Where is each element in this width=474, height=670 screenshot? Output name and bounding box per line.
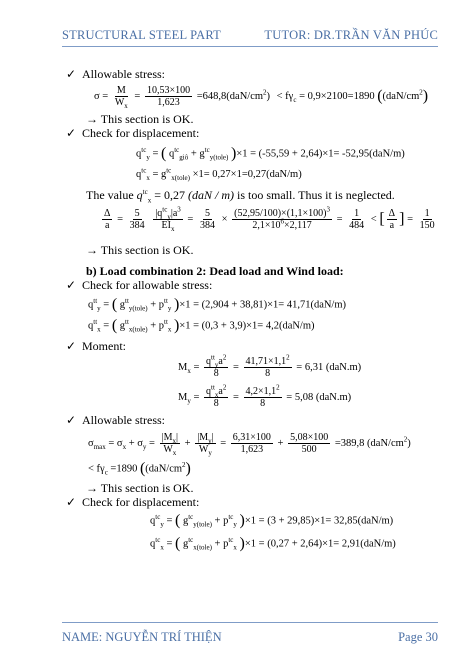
deflection-equation: $\frac{\Delta}{a}$ = $\frac{5}{384}$ $|q^{tc}_y|a^3$ $EI_x$ = $\frac{5}{384}$ × $\frac{(52,95/100)\times(1,1\times 100)^3}{2,1\times 10^6\times 2,117}$ = $\frac{1}{484}$ < [ $\frac{\Delta}{a}$ ] = $\frac{1}{150}$ xyxy=(104,205,435,233)
header-course: STRUCTURAL STEEL PART xyxy=(62,28,222,42)
ok-line-3: → This section is OK. xyxy=(86,481,194,495)
moment-heading: Moment: xyxy=(82,339,126,353)
mx-equation: $M_x$ = $q^{tt}_ya^2$ 8 = $\frac{41,71\times 1,1^2}{8}$ = 6,31 (daN.m) xyxy=(178,353,362,379)
stress-equation-1: σ = $\frac{M}{W_x}$ = $\frac{10,53\times 100}{1,623}$ $=648,8(daN/cm^2) < f\gamma_c = 0,9\times 2100=1890$ ($(daN/cm^2)$ xyxy=(94,85,429,110)
ok-line-2: → This section is OK. xyxy=(86,243,194,257)
check-allowable-heading-2: Check for allowable stress: xyxy=(82,278,213,292)
allowable-stress-heading-1: Allowable stress: xyxy=(82,67,165,81)
check-mark-icon: ✓ xyxy=(66,495,77,509)
allowable-stress-heading-3: Allowable stress: xyxy=(82,413,165,427)
allowable-compare-line: < $f\gamma_c =1890$ ($(daN/cm^2)$ xyxy=(88,460,191,477)
qy-equation-1: $q^{tc}_y$ = ( $q^{tc}_{giô} + g^{tc}_{y(tole)}$ )×1 = (-55,59 + 2,64)×1= -52,95(daN/m) xyxy=(136,145,405,162)
check-mark-icon: ✓ xyxy=(66,67,77,81)
qx-equation-2: $q^{tt}_x$ = ( $g^{tt}_{x(tole)} + p^{tt}_x$ )×1 = (0,3 + 3,9)×1= 4,2(daN/m) xyxy=(88,317,315,334)
check-mark-icon: ✓ xyxy=(66,278,77,292)
check-mark-icon: ✓ xyxy=(66,339,77,353)
footer-name: NAME: NGUYỄN TRÍ THIỆN xyxy=(62,630,222,644)
qx-equation-3: $q^{tc}_x$ = ( $g^{tc}_{x(tole)} + p^{tc}_x$ )×1 = (0,27 + 2,64)×1= 2,91(daN/m) xyxy=(150,535,396,552)
section-b-heading: b) Load combination 2: Dead load and Wind load: xyxy=(86,264,344,278)
check-mark-icon: ✓ xyxy=(66,126,77,140)
check-displacement-heading-1: Check for displacement: xyxy=(82,126,200,140)
qy-equation-3: $q^{tc}_y$ = ( $g^{tc}_{y(tole)} + p^{tc}_y$ )×1 = (3 + 29,85)×1= 32,85(daN/m) xyxy=(150,512,394,529)
ok-line-1: → This section is OK. xyxy=(86,112,194,126)
header-tutor: TUTOR: DR.TRẦN VĂN PHÚC xyxy=(264,28,438,42)
footer-rule xyxy=(62,622,438,623)
my-equation: $M_y$ = $q^{tt}_xa^2$ 8 = $\frac{4,2\times 1,1^2}{8}$ = 5,08 (daN.m) xyxy=(178,383,352,409)
qy-equation-2: $q^{tt}_y$ = ( $g^{tt}_{y(tole)} + p^{tt}_y$ )×1 = (2,904 + 38,81)×1= 41,71(daN/m) xyxy=(88,296,347,313)
header-rule xyxy=(62,46,438,47)
value-neglect-line: The value $q^{tc}_x = 0,27$ (daN / m) is too small. Thus it is neglected. xyxy=(86,188,395,205)
arrow-icon: → xyxy=(86,481,98,495)
arrow-icon: → xyxy=(86,243,98,257)
check-mark-icon: ✓ xyxy=(66,413,77,427)
arrow-icon: → xyxy=(86,112,98,126)
sigma-max-equation: $\sigma_{max} = \sigma_x + \sigma_y$ = $\frac{|M_x|}{W_x}$ + $\frac{|M_y|}{W_y}$ = $\frac{6,31\times 100}{1,623}$ + $\frac{5,08\times 100}{500}$ =389,8 $(daN/cm^2)$ xyxy=(88,432,411,457)
qx-equation-1: $q^{tc}_x = g^{tc}_{x(tole)} \times 1= 0,27\times 1=0,27(daN/m)$ xyxy=(136,166,302,183)
page-number: Page 30 xyxy=(398,630,438,644)
check-displacement-heading-2: Check for displacement: xyxy=(82,495,200,509)
